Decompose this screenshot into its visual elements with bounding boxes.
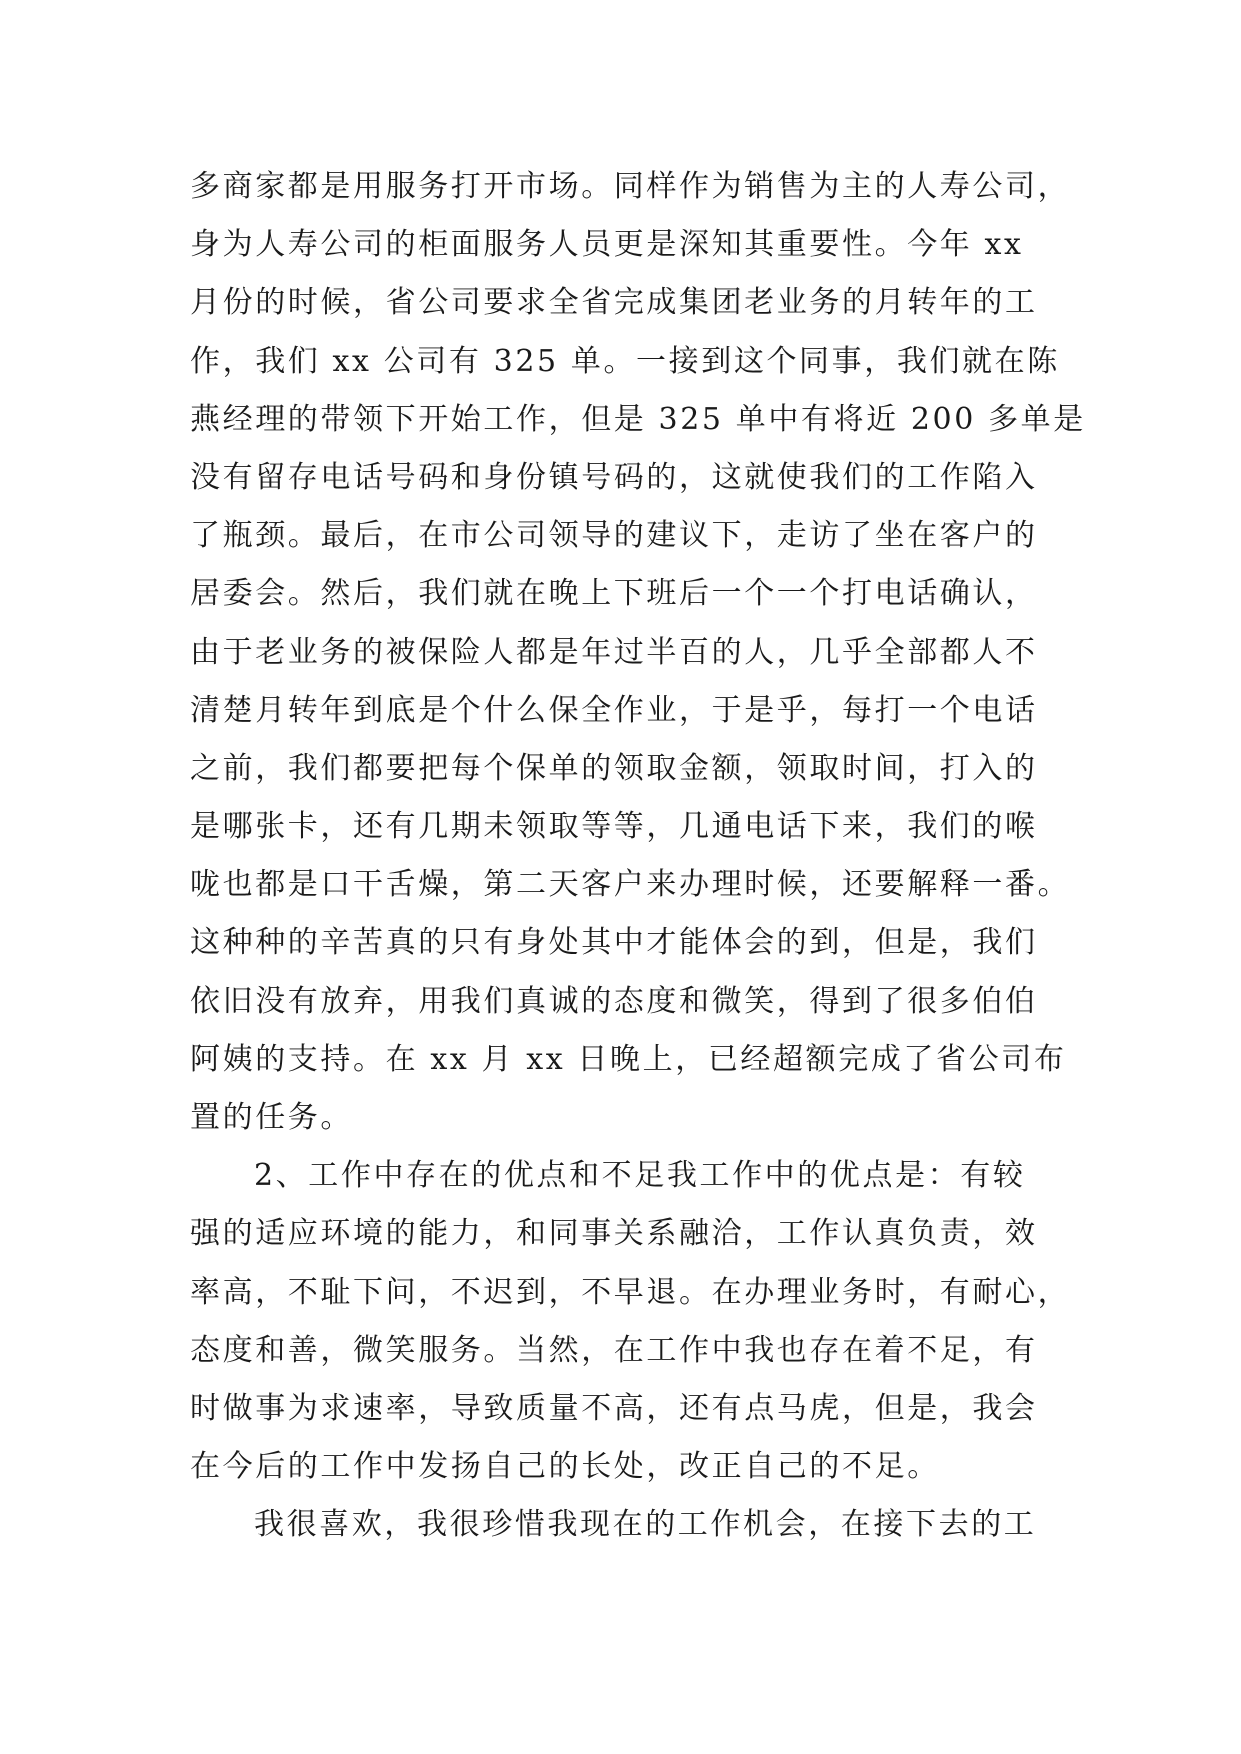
- text-line: 由于老业务的被保险人都是年过半百的人，几乎全部都人不: [190, 634, 1038, 670]
- text-line: 时做事为求速率，导致质量不高，还有点马虎，但是，我会: [190, 1390, 1038, 1426]
- text-line: 了瓶颈。最后，在市公司领导的建议下，走访了坐在客户的: [190, 518, 1038, 554]
- text-line: 作，我们 xx 公司有 325 单。一接到这个同事，我们就在陈: [190, 343, 1060, 379]
- text-line: 身为人寿公司的柜面服务人员更是深知其重要性。今年 xx: [190, 227, 1024, 263]
- text-line: 强的适应环境的能力，和同事关系融洽，工作认真负责，效: [190, 1216, 1038, 1252]
- text-line: 依旧没有放弃，用我们真诚的态度和微笑，得到了很多伯伯: [190, 983, 1038, 1019]
- text-line: 咙也都是口干舌燥，第二天客户来办理时候，还要解释一番。: [190, 867, 1071, 903]
- text-line: 月份的时候，省公司要求全省完成集团老业务的月转年的工: [190, 285, 1038, 321]
- paragraph-start-line: 2、工作中存在的优点和不足我工作中的优点是：有较: [254, 1158, 1026, 1194]
- body-text: [190, 158, 1090, 1555]
- text-line: 清楚月转年到底是个什么保全作业，于是乎，每打一个电话: [190, 692, 1038, 728]
- text-line: 态度和善，微笑服务。当然，在工作中我也存在着不足，有: [190, 1332, 1038, 1368]
- text-line: 没有留存电话号码和身份镇号码的，这就使我们的工作陷入: [190, 459, 1038, 495]
- text-line: 在今后的工作中发扬自己的长处，改正自己的不足。: [190, 1449, 940, 1485]
- text-line: 燕经理的带领下开始工作，但是 325 单中有将近 200 多单是: [190, 401, 1086, 437]
- text-line: 居委会。然后，我们就在晚上下班后一个一个打电话确认，: [190, 576, 1038, 612]
- text-line: 之前，我们都要把每个保单的领取金额，领取时间，打入的: [190, 750, 1038, 786]
- text-line: 是哪张卡，还有几期未领取等等，几通电话下来，我们的喉: [190, 809, 1038, 845]
- paragraph-start-line: 我很喜欢，我很珍惜我现在的工作机会，在接下去的工: [254, 1507, 1037, 1543]
- text-line: 阿姨的支持。在 xx 月 xx 日晚上，已经超额完成了省公司布: [190, 1041, 1067, 1077]
- text-line: 置的任务。: [190, 1100, 353, 1135]
- text-line: 多商家都是用服务打开市场。同样作为销售为主的人寿公司，: [190, 169, 1071, 204]
- text-line: 率高，不耻下问，不迟到，不早退。在办理业务时，有耐心，: [190, 1274, 1071, 1310]
- text-line: 这种种的辛苦真的只有身处其中才能体会的到，但是，我们: [190, 925, 1038, 961]
